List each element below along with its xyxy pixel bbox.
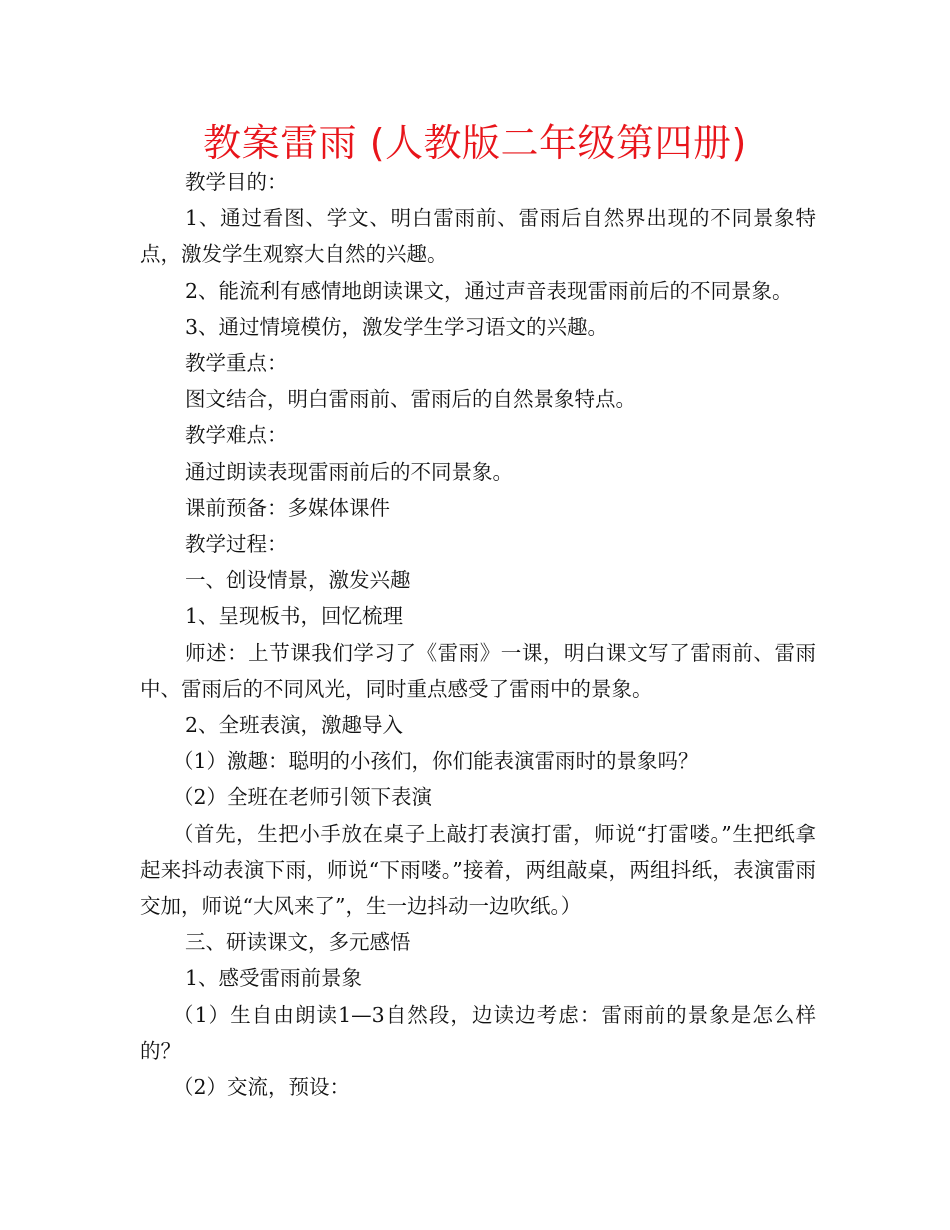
document-body [140,164,816,1105]
document-title: 教案雷雨 (人教版二年级第四册) [203,121,747,165]
paragraph-key-points: 图文结合，明白雷雨前、雷雨后的自然景象特点。 [185,387,636,412]
paragraph-section-1: 一、创设情景，激发兴趣 [185,568,411,593]
paragraph-substep-2: （2）全班在老师引领下表演 [173,785,433,810]
paragraph-preparation: 课前预备：多媒体课件 [185,495,390,520]
paragraph-step-2: 2、全班表演，激趣导入 [185,713,404,738]
paragraph-process-heading: 教学过程： [185,532,288,557]
paragraph-difficulties-heading: 教学难点： [185,423,288,448]
paragraph-objective-1: 1、通过看图、学文、明白雷雨前、雷雨后自然界出现的不同景象特点，激发学生观察大自然的兴趣。 [140,206,816,267]
paragraph-section-3: 三、研读课文，多元感悟 [185,930,411,955]
paragraph-performance-description: （首先，生把小手放在桌子上敲打表演打雷，师说“打雷喽。”生把纸拿起来抖动表演下雨，师说“下雨喽。”接着，两组敲桌，两组抖纸，表演雷雨交加，师说“大风来了”，生一边抖动一边吹纸。） [140,821,816,919]
paragraph-teacher-narration: 师述：上节课我们学习了《雷雨》一课，明白课文写了雷雨前、雷雨中、雷雨后的不同风光，同时重点感受了雷雨中的景象。 [140,640,816,701]
paragraph-objective-2: 2、能流利有感情地朗读课文，通过声音表现雷雨前后的不同景象。 [185,278,793,303]
paragraph-step-1: 1、呈现板书，回忆梳理 [185,604,404,629]
paragraph-objectives-heading: 教学目的： [185,170,288,194]
paragraph-difficulties: 通过朗读表现雷雨前后的不同景象。 [185,459,513,484]
paragraph-key-points-heading: 教学重点： [185,351,288,376]
paragraph-substep-3-1: （1）生自由朗读1—3自然段，边读边考虑：雷雨前的景象是怎么样的？ [140,1002,816,1063]
paragraph-substep-1: （1）激趣：聪明的小孩们，你们能表演雷雨时的景象吗？ [173,749,699,774]
paragraph-substep-3-2: （2）交流，预设： [173,1075,351,1100]
paragraph-step-3-1: 1、感受雷雨前景象 [185,966,363,991]
paragraph-objective-3: 3、通过情境模仿，激发学生学习语文的兴趣。 [185,314,609,339]
